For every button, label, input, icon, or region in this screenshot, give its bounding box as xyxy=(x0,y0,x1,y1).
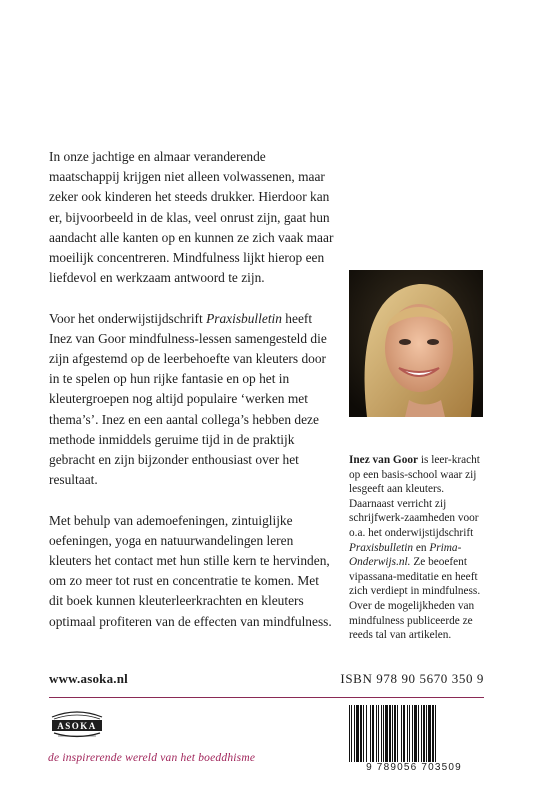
barcode-bar xyxy=(418,705,419,763)
barcode-bar xyxy=(409,705,410,763)
barcode-bar xyxy=(403,705,405,763)
barcode-bar xyxy=(360,705,362,763)
barcode-bar xyxy=(354,705,355,763)
barcode-bar xyxy=(389,705,391,763)
blurb-p2-intro: Voor het onderwijstijdschrift xyxy=(49,310,207,326)
barcode-bar xyxy=(423,705,425,763)
footer-row xyxy=(49,671,484,691)
barcode-bar xyxy=(378,705,379,763)
author-bio-intro: is leer-kracht op een basis-school waar zij lesgeeft aan kleuters. Daarnaast verricht zij schrijfwerk-zaamheden voor o.a. het onderwijstijdschrift xyxy=(349,454,480,539)
blurb-p2-body: heeft Inez van Goor mindfulness-lessen samengesteld die zijn afgestemd op de leerbehoefte van kleuters door in te spelen op hun rijke fantasie en op het in kleutergroepen nog altijd populaire ‘werken met thema’s’. Inez en een aantal collega’s hebben deze methode inmiddels geruime tijd in de praktijk gebracht en zijn bijzonder enthousiast over het resultaat. xyxy=(49,310,327,488)
author-bio-conjunction: en xyxy=(413,541,430,554)
barcode-bar xyxy=(414,705,417,763)
author-journal-1: Praxisbulletin xyxy=(349,541,414,554)
barcode-bar xyxy=(385,705,388,763)
svg-text:ASOKA: ASOKA xyxy=(57,721,97,731)
author-bio-body: Ze beoefent vipassana-meditatie en heeft zich verdiept in mindfulness. Over de mogelijkheden van mindfulness publiceerde ze reeds tal van artikelen. xyxy=(349,556,481,642)
author-photo xyxy=(349,270,483,417)
barcode-number: 9 789056 703509 xyxy=(343,762,485,773)
barcode-bar xyxy=(426,705,427,763)
journal-title: Praxisbulletin xyxy=(206,310,282,326)
barcode-bar xyxy=(432,705,434,763)
barcode-bar xyxy=(383,705,384,763)
asoka-logo xyxy=(50,707,104,739)
barcode-bar xyxy=(356,705,359,763)
blurb-paragraph-2 xyxy=(49,309,334,491)
barcode-bar xyxy=(401,705,402,763)
barcode-bar xyxy=(366,705,367,763)
isbn-barcode xyxy=(343,705,485,777)
barcode-bar xyxy=(397,705,398,763)
publisher-website[interactable]: www.asoka.nl xyxy=(49,671,128,686)
author-name: Inez van Goor xyxy=(349,454,419,466)
barcode-bar xyxy=(407,705,408,763)
footer-divider xyxy=(49,697,484,698)
barcode-bar xyxy=(381,705,382,763)
back-cover-blurb xyxy=(49,147,334,652)
barcode-bar xyxy=(370,705,371,763)
barcode-bar xyxy=(394,705,396,763)
publisher-tagline: de inspirerende wereld van het boeddhisme xyxy=(48,752,256,764)
barcode-bar xyxy=(363,705,364,763)
barcode-bar xyxy=(376,705,377,763)
blurb-paragraph-1: In onze jachtige en almaar veranderende maatschappij krijgen niet alleen volwassenen, maar zeker ook kinderen het steeds drukker. Hierdoor kan er, bijvoorbeeld in de klas, veel onrust zijn, gaat hun aandacht alle kanten op en kunnen ze zich vaak maar moeilijk concentreren. Mindfulness lijkt hierop een liefdevol en werkzaam antwoord te zijn. xyxy=(49,149,334,286)
isbn: ISBN 978 90 5670 350 9 xyxy=(340,671,484,686)
author-bio xyxy=(349,453,489,643)
blurb-paragraph-3: Met behulp van ademoefeningen, zintuiglijke oefeningen, yoga en natuurwandelingen leren kleuters het contact met hun stille kern te hervinden, om zo meer tot rust en concentratie te komen. Met dit boek kunnen kleuterleerkrachten en kleuters optimaal profiteren van de effecten van mindfulness. xyxy=(49,512,332,629)
barcode-bar xyxy=(392,705,393,763)
author-journal-2: Prima-Onderwijs.nl. xyxy=(349,541,462,569)
barcode-bar xyxy=(421,705,422,763)
barcode-bar xyxy=(428,705,431,763)
barcode-bar xyxy=(412,705,413,763)
barcode-bar xyxy=(372,705,374,763)
